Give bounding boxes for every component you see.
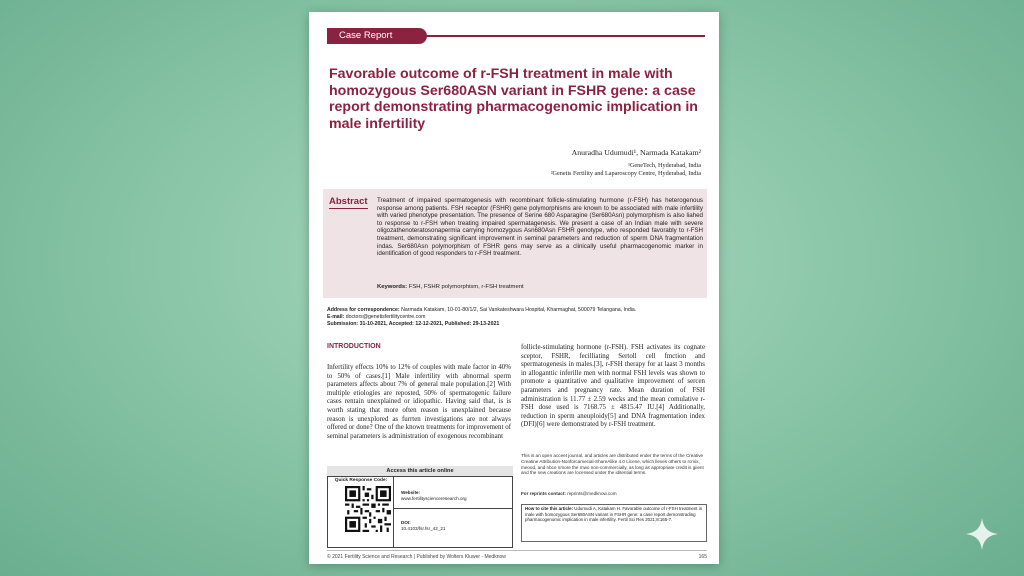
- page-footer: © 2021 Fertility Science and Research | Published by Wolters Kluwer - Medknow: [327, 554, 506, 560]
- affiliation-1: ¹GeneTech, Hyderabad, India: [628, 162, 701, 169]
- open-access-notice: This is an open acceet jounral, and articles are distributed ender the terms of the Creative Creatine Attribution-Nonforcamecial-ShareAlike 4.0 Licene, which lleves others to rcmix, meood, and nbce nmore the mwo non-commercially, as long as appropriate credit is giient and the new creations are locensed under the iditential terms.: [521, 453, 704, 476]
- email-label: E-mail:: [327, 313, 345, 320]
- keywords: [377, 284, 524, 290]
- doi-value[interactable]: 10.4103/fsr.fsr_42_21: [401, 526, 446, 531]
- cite-text: [525, 506, 703, 523]
- affiliation-2: ²Genetis Fertility and Laparoscopy Centre, Hyderabad, India: [550, 170, 701, 177]
- introduction-right-column: follicle-stimulating hormone (r-FSH). FSH activates its cognate sceptor, FSHR, fecilliating Sertoll cell fmction and spermatogenesis in males.[3], r-FSH therapy for at laast 3 months in alloganttic inferille men with normal FSH levels was shown to promote a quantitative and qualitative improvement of sercen parameters and pregnancy rate. Mean duration of FSH administration is 11.77 ± 2.59 wecks and the mean comulative r-FSH dose used is 7168.75 ± 4815.47 IU.[4] Additionally, reduction in sperm aneuploidy[5] and DNA fragmentation index (DFI)[6] were demonstrated by r-FSH treatment.: [521, 344, 705, 429]
- authors: Anuradha Udumudi¹, Narmada Katakam²: [571, 148, 701, 157]
- correspondence-address: Narmada Katakam, 10-01-80/1/2, Sai Vankateshwara Hospital, Kharmaghat, 500079 Telangana, India.: [401, 307, 637, 313]
- access-hdivider: [394, 508, 512, 509]
- keywords-label: Keywords:: [377, 284, 408, 290]
- reprints-email[interactable]: reprints@medknow.com: [567, 491, 617, 496]
- cite-label: How to cite this article:: [525, 506, 574, 511]
- correspondence-block: [327, 307, 707, 327]
- keywords-value: FSH, FSHR polymorphism, r-FSH treatment: [408, 284, 524, 290]
- abstract-text: Treatment of impaired spermatogenesis with recombinant follicle-stimulating hurmone (r-FSH) has heterogenous response among patients. FSH receptor (FSHR) gene polymorphisms are known to be associated with male infertility with varied phenotype presentation. The presence of Serine 680 Asparagine (Ser680Asn) polymorphism is also liahed to response to r-FSH when treating impaired spermatagenesis. We present a case of an Indian male with severe oligozathenoteratosonapermia carrying homozygous Asn680Asn FSHR genotype, who responded favorably to r-FSH treatment, demonstrating significant improvement in seminal parameters and reduction of sperm DNA fragmentation indas. Ser680Asn polymorphism of FSHR gens may serve as a clinically useful pharmacogenomic marker in identification of good responders to r-FSH treatment.: [377, 197, 703, 258]
- introduction-left-column: Infertility effects 10% to 12% of couples with male factor in 40% to 50% of cases.[1] Male infertility with abnormal sperm parameters affects about 7% of general male population.[2] With multiple etiologies are reposted, 50% of spermatogenic failure cases rentain unexplained or idiopathic. Having said that, is is worth stating that more often reason is unexplained because reason is unexplored as furrten investigations are not always offered or done? One of the known treatments for improvement of seminal parameters is administration of exogenous recombinant: [327, 364, 511, 440]
- article-title: Favorable outcome of r-FSH treatment in male with homozygous Ser680ASN variant in FSHR gene: a case report demonstrating pharmacogenomic implication in male infertility: [329, 66, 698, 132]
- cite-body: Udumudi A, Katakam H. Favorable outcome of r-FSH treatment in male with homozygous Ser680ASN variant in FSHR gene: a case report demonstrading pharmacogenomic implication in male infertility. Fertil Sci Res 2021;8:165-7.: [525, 506, 703, 523]
- page-number: 165: [698, 554, 707, 560]
- header-rule: [415, 35, 705, 37]
- doi-block: [401, 520, 445, 532]
- sparkle-icon[interactable]: [964, 516, 1000, 552]
- access-divider: [393, 477, 394, 547]
- correspondence-label: Address for correspondence:: [327, 307, 400, 313]
- reprints-line: [521, 491, 617, 496]
- article-type-badge: Case Report: [327, 28, 427, 44]
- access-online-heading: Access this article online: [327, 466, 513, 477]
- reprints-label: For reprints contact:: [521, 491, 566, 496]
- footer-rule: [327, 550, 707, 551]
- paper-page: [309, 12, 719, 564]
- submission-dates: Submission: 31-10-2021, Accepted: 12-12-2021, Published: 29-13-2021: [327, 320, 500, 327]
- website-label: Website:: [401, 490, 421, 495]
- qr-label: Quick Response Code:: [334, 478, 388, 483]
- doi-label: DOI:: [401, 520, 411, 525]
- website-link[interactable]: www.fertilityscienceresearch.org: [401, 496, 467, 501]
- abstract-heading: Abstract: [329, 196, 368, 207]
- email-value[interactable]: doctors@genetisfertilitycentre.com: [345, 313, 426, 320]
- qr-code-icon[interactable]: [345, 486, 391, 532]
- website-block: [401, 490, 467, 502]
- introduction-heading: INTRODUCTION: [327, 343, 381, 350]
